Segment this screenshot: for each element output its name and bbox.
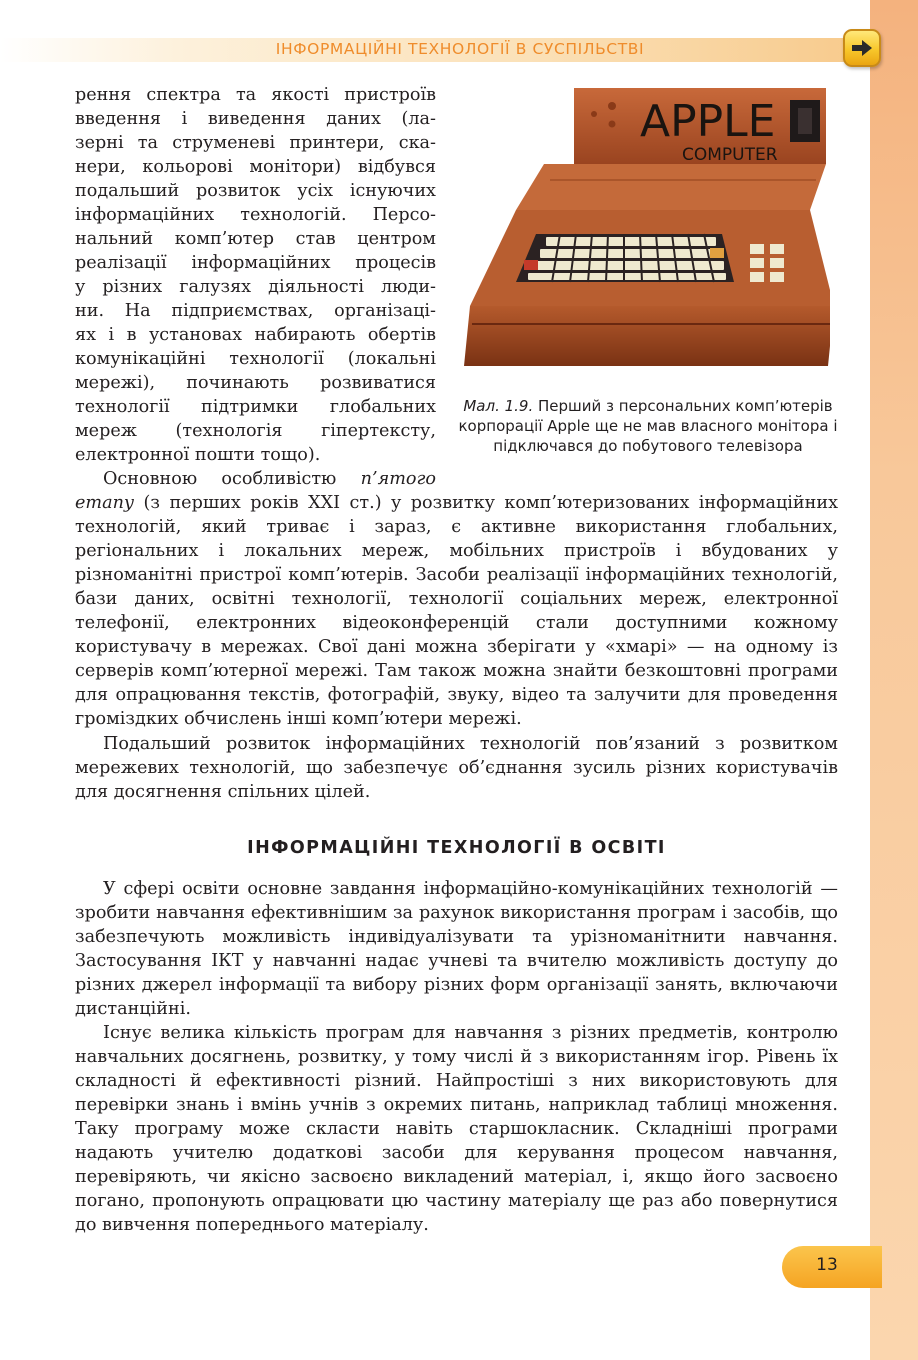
section-heading: ІНФОРМАЦІЙНІ ТЕХНОЛОГІЇ В ОСВІТІ <box>247 838 666 858</box>
education-paragraph-2: Існує велика кількість програм для навчання з різних предметів, контролю навчальних досягнень, розвитку, у тому числі й з використанням ігор. Рівень їх складності й ефективності різний. Найпростіші з них використовують для перевірки знань і вмінь учнів з окремих питань, наприклад таблиці множення. Таку програму може скласти навіть старшокласник. Складніші програми надають учителю додаткові засоби для керування процесом навчання, перевіряють, чи якісно засвоєно викладений матеріал, і, якщо його засвоєно погано, пропонують опрацювати цю частину матеріалу ще раз або повернутися до вивчення попереднього матеріалу. <box>75 1023 838 1235</box>
fifth-stage-paragraph <box>75 491 838 731</box>
figure-label: Мал. 1.9. <box>463 397 534 415</box>
column-line: зерні та струменеві принтери, ска- <box>75 133 436 153</box>
column-paragraph <box>75 83 436 467</box>
column-line: мережі), починають розвиватися <box>75 373 436 393</box>
next-page-button[interactable] <box>843 29 881 67</box>
column-line: введення і виведення даних (ла- <box>75 109 436 129</box>
column-line: подальший розвиток усіх існуючих <box>75 181 436 201</box>
fifth-stage-term-cont: етапу <box>75 493 135 513</box>
running-header: ІНФОРМАЦІЙНІ ТЕХНОЛОГІЇ В СУСПІЛЬСТВІ <box>275 40 645 58</box>
fifth-stage-intro: Основною особливістю <box>103 469 337 489</box>
column-line: нери, кольорові монітори) відбувся <box>75 157 436 177</box>
column-line: ях і в установах набирають обертів <box>75 325 436 345</box>
development-paragraph: Подальший розвиток інформаційних технологій пов’язаний з розвитком мережевих технологій, що забезпечує об’єднання зусиль різних користувачів для досягнення спільних цілей. <box>75 734 838 802</box>
right-arrow-icon <box>850 37 874 59</box>
photo-label-apple: APPLE <box>640 96 776 147</box>
side-stripe <box>870 0 918 1360</box>
education-paragraph-1: У сфері освіти основне завдання інформаційно-комунікаційних технологій — зробити навчання ефективнішим за рахунок використання програм і засобів, що забезпечують можливість індивідуалізувати та урізноманітнити навчання. Застосування ІКТ у навчанні надає учневі та вчителю можливість доступу до різних джерел інформації та вибору різних форм організації занять, включаючи дистанційні. <box>75 879 838 1019</box>
column-line: реалізації інформаційних процесів <box>75 253 436 273</box>
page-number: 13 <box>816 1255 838 1275</box>
fifth-stage-term: п’ятого <box>360 469 437 489</box>
column-line: електронної пошти тощо). <box>75 445 321 465</box>
column-line: інформаційних технологій. Персо- <box>75 205 436 225</box>
column-line: ни. На підприємствах, організаці- <box>75 301 436 321</box>
column-line: комунікаційні технології (локальні <box>75 349 436 369</box>
column-line: мереж (технологія гіпертексту, <box>75 421 436 441</box>
column-line: рення спектра та якості пристроїв <box>75 85 436 105</box>
column-line: технології підтримки глобальних <box>75 397 436 417</box>
column-line: у різних галузях діяльності люди- <box>75 277 436 297</box>
column-line: нальний комп’ютер став центром <box>75 229 436 249</box>
fifth-stage-text: (з перших років XXI ст.) у розвитку комп’ютеризованих інформаційних технологій, який триває і зараз, є активне використання глобальних, регіональних і локальних мереж, мобільних пристроїв і вбудованих у різноманітні пристрої комп’ютерів. Засоби реалізації інформаційних технологій, бази даних, освітні технології, технології соціальних мереж, електронної телефонії, електронних відеоконференцій стали доступними кожному користувачу в мережах. Свої дані можна зберігати у «хмарі» — на одному із серверів комп’ютерної мережі. Там також можна знайти безкоштовні програми для опрацювання текстів, фотографій, звуку, відео та залучити для проведення громіздких обчислень інші комп’ютери мережі. <box>75 493 838 729</box>
figure-caption <box>455 396 841 456</box>
figure-caption-text: Перший з персональних комп’ютерів корпорації Apple ще не мав власного монітора і підключався до побутового телевізора <box>458 397 838 455</box>
fifth-stage-first-line <box>75 467 436 491</box>
apple-computer-photo <box>460 84 830 379</box>
photo-label-computer: COMPUTER <box>682 145 778 165</box>
